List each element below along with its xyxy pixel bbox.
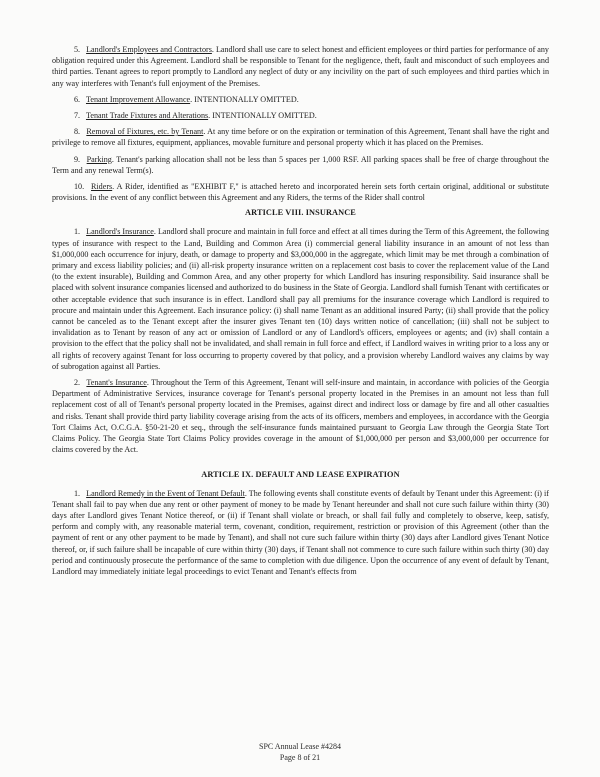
article-8-title: ARTICLE VIII. INSURANCE bbox=[245, 208, 356, 218]
article-8-section-1: 1. Landlord's Insurance. Landlord shall procure and maintain in full force and effect at all times during the Term of this Agreement, the following types of insurance with respect to the Land, Building and Common Area (i) commercial general liability insurance in an amount of not less than $1,000,000 each occurrence for injury, death, or damage to property and $3,000,000 in the aggregate, which limit may be met through a combination of primary and excess liability policies; and (ii) all-risk property insurance written on a replacement cost basis to cover the replacement value of the Land (to the extent insurable), Building and Common Area, and any other property for which Landlord has insuring responsibility. Said insurance shall be placed with solvent insurance companies licensed and authorized to do business in the State of Georgia. Landlord shall furnish Tenant with certificates or other acceptable evidence that such insurance is in effect. Landlord shall pay all premiums for the insurance coverage which Landlord is required to procure and maintain under this Agreement. Each insurance policy: (i) shall name Tenant as an additional insured Party; (ii) shall provide that the policy cannot be canceled as to the Tenant except after the insurer gives Tenant ten (10) days written notice of cancellation; (iii) shall not be subject to invalidation as to Tenant by reason of any act or omission of Landlord or any of Landlord's officers, employees or agents; and (iv) shall contain a provision to the effect that the policy shall not be invalidated, and shall remain in full force and effect, if Landlord waives in writing prior to a loss any or all rights of recovery against Tenant for loss occurring to property covered by that policy, and a provision whereby Landlord waives any claims by way of subrogation against all Parties. bbox=[52, 227, 550, 371]
footer-lease-id: SPC Annual Lease #4284 bbox=[259, 742, 341, 751]
section-heading: Landlord's Insurance bbox=[86, 227, 154, 237]
article-8-section-2: 2. Tenant's Insurance. Throughout the Term of this Agreement, Tenant will self-insure and maintain, in accordance with policies of the Georgia Department of Administrative Services, insurance coverage for Tenant's personal property located in the Premises in an amount not less than full replacement cost of all of Tenant's personal property located in the Premises, against direct and indirect loss or damage by fire and all other casualties and risks. Tenant shall provide third party liability coverage arising from the acts of its officers, members and employees, in accordance with the Georgia Tort Claims Act, O.C.G.A. §50-21-20 et seq., through the self-insurance funds maintained pursuant to Georgia Law through the Georgia State Tort Claims Policy. The Georgia State Tort Claims Policy provides coverage in the amount of $1,000,000 per person and $3,000,000 per occurrence for claims covered by the Act. bbox=[52, 378, 549, 455]
section-heading: Landlord's Employees and Contractors bbox=[86, 45, 212, 54]
section-heading: Tenant Trade Fixtures and Alterations bbox=[85, 111, 209, 121]
section-heading: Removal of Fixtures, etc. by Tenant bbox=[86, 127, 204, 137]
section-heading: Riders bbox=[91, 182, 113, 192]
article-9-section-1: 1. Landlord Remedy in the Event of Tenant Default. The following events shall constitute events of default by Tenant under this Agreement: (i) if Tenant shall fail to pay when due any rent or other payment of money to be made by Tenant hereunder and shall not cure such failure within thirty (30) days after Landlord gives Tenant Notice thereof, or (ii) if Tenant shall violate or breach, or shall fail fully and completely to observe, keep, satisfy, perform and comply with, any reasonable material term, covenant, condition, requirement, restriction or provision of this Agreement (other than the payment of rent or any other payment to be made by Tenant), and shall not cure such failure within thirty (30) days after Landlord gives Tenant Notice thereof, or, if such failure shall be incapable of cure within thirty (30) days, if Tenant shall not commence to cure such failure within such thirty (30) day period and continuously prosecute the performance of the same to completion with due diligence. Upon the occurrence of any event of default by Tenant, Landlord may immediately initiate legal proceedings to evict Tenant and Tenant's effects from bbox=[52, 488, 549, 576]
section-7: 7. Tenant Trade Fixtures and Alterations. INTENTIONALLY OMITTED. bbox=[74, 111, 317, 121]
section-heading: Parking bbox=[86, 154, 112, 164]
article-9-title: ARTICLE IX. DEFAULT AND LEASE EXPIRATION bbox=[201, 469, 400, 479]
footer-page-number: Page 8 of 21 bbox=[279, 753, 321, 762]
section-5: 5. Landlord's Employees and Contractors. Landlord shall use care to select honest and efficient employees or third parties for performance of any obligation required under this Agreement. Landlord shall be responsible to Tenant for the negligence, theft, fault and misconduct of such employees and third parties. Tenant agrees to report promptly to Landlord any neglect of duty or any incivility on the part of such employees and third parties which in any way interferes with Tenant's full enjoyment of the Premises. bbox=[52, 45, 549, 88]
section-6: 6. Tenant Improvement Allowance. INTENTIONALLY OMITTED. bbox=[74, 94, 299, 104]
section-heading: Landlord Remedy in the Event of Tenant Default bbox=[86, 488, 245, 498]
section-8: 8. Removal of Fixtures, etc. by Tenant. At any time before or on the expiration or termination of this Agreement, Tenant shall have the right and privilege to remove all fixtures, equipment, appliances, movable furniture and personal property which it has placed on the Premises. bbox=[52, 127, 549, 148]
section-9: 9. Parking. Tenant's parking allocation shall not be less than 5 spaces per 1,000 RSF. All parking spaces shall be free of charge throughout the Term and any renewal Term(s). bbox=[52, 154, 549, 175]
document-body bbox=[52, 44, 549, 582]
section-heading: Tenant's Insurance bbox=[86, 378, 147, 388]
section-10: 10. Riders. A Rider, identified as "EXHIBIT F," is attached hereto and incorporated herein sets forth certain original, additional or substitute provisions. In the event of any conflict between this Agreement and any Riders, the terms of the Rider shall control bbox=[52, 182, 549, 203]
section-heading: Tenant Improvement Allowance bbox=[85, 94, 191, 104]
